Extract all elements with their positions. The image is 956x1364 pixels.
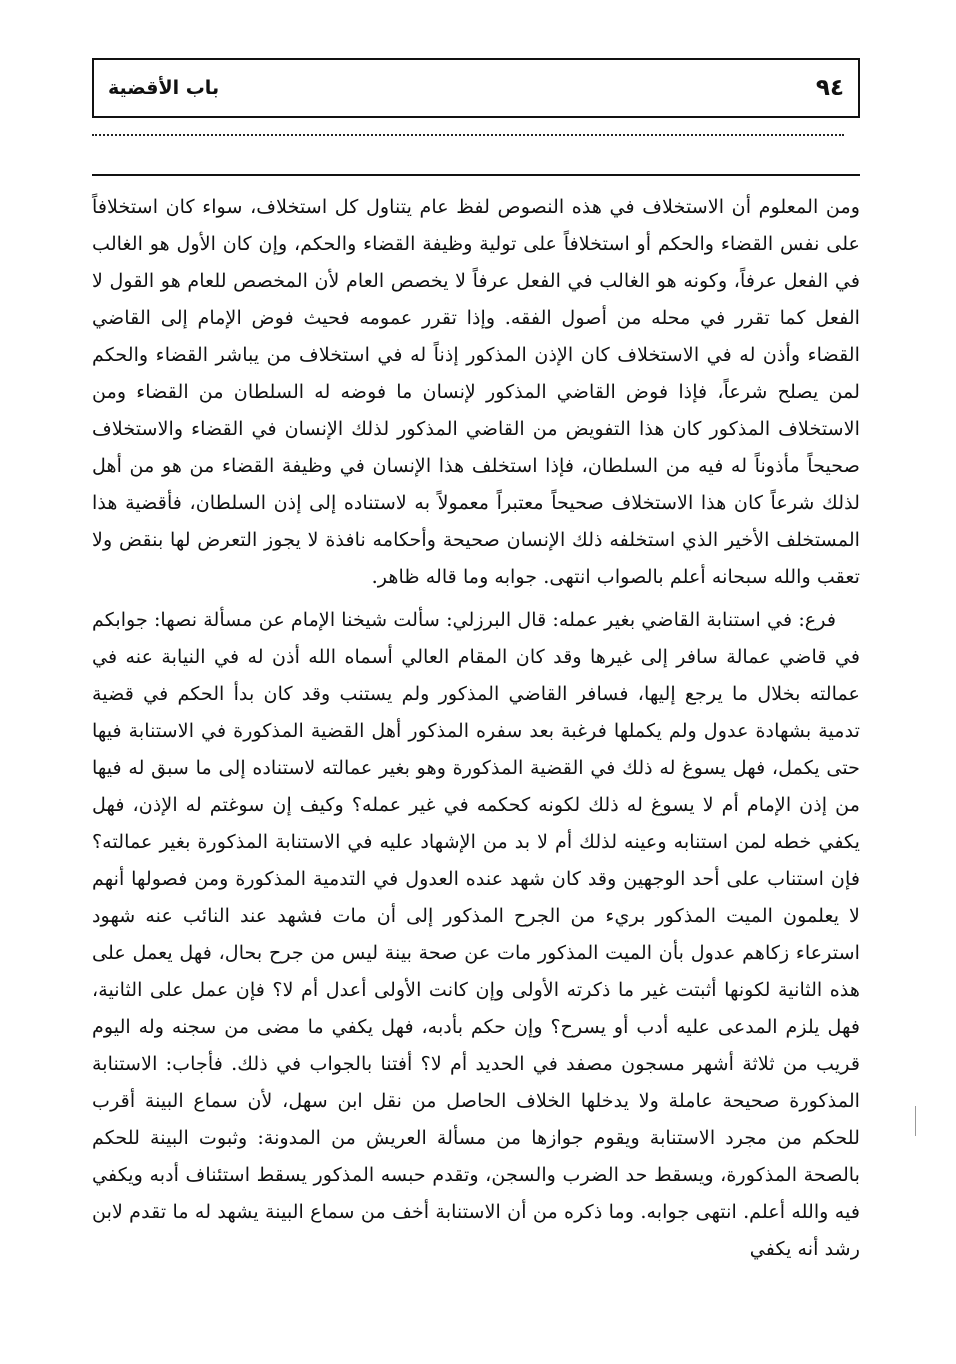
body-paragraph: ومن المعلوم أن الاستخلاف في هذه النصوص لفظ عام يتناول كل استخلاف، سواء كان استخلافاً على نفس القضاء والحكم أو استخلافاً على تولية وظيفة القضاء والحكم، وإن كان الأول هو الغالب في الفعل عرفاً، وكونه هو الغالب في الفعل عرفاً لا يخصص العام لأن المخصص للعام هو القول لا الفعل كما تقرر في محله من أصول الفقه. وإذا تقرر عمومه فحيث فوض الإمام إلى القاضي القضاء وأذن له في الاستخلاف كان الإذن المذكور إذناً له في استخلاف من يباشر القضاء والحكم لمن يصلح شرعاً، فإذا فوض القاضي المذكور لإنسان ما فوضه له السلطان من القضاء ومن الاستخلاف المذكور كان هذا التفويض من القاضي المذكور لذلك الإنسان في القضاء والاستخلاف صحيحاً مأذوناً له فيه من السلطان، فإذا استخلف هذا الإنسان في وظيفة القضاء من هو من أهل لذلك شرعاً كان هذا الاستخلاف صحيحاً معتبراً معمولاً به لاستناده إلى إذن السلطان، فأقضية هذا المستخلف الأخير الذي استخلفه ذلك الإنسان صحيحة وأحكامه نافذة لا يجوز التعرض لها بنقض ولا تعقب والله سبحانه أعلم بالصواب انتهى. جوابه وما قاله ظاهر.	[92, 195, 860, 588]
margin-mark	[915, 1106, 916, 1136]
dotted-separator	[92, 134, 844, 136]
page-body	[92, 188, 860, 1267]
page-number: ٩٤	[815, 75, 844, 101]
page-header	[92, 58, 860, 118]
body-paragraph: فرع: في استنابة القاضي بغير عمله: قال البرزلي: سألت شيخنا الإمام عن مسألة نصها: جوابكم في قاضي عمالة سافر إلى غيرها وقد كان المقام العالي أسماه الله أذن له في النيابة عنه في عمالته بخلال ما يرجع إليها، فسافر القاضي المذكور ولم يستنب وقد كان بدأ الحكم في قضية تدمية بشهادة عدول ولم يكملها فرغبة بعد سفره المذكور أهل القضية المذكورة في الاستنابة فيها حتى يكمل، فهل يسوغ له ذلك في القضية المذكورة وهو بغير عمالته لاستناده إلى ما سبق له فيها من إذن الإمام أم لا يسوغ له ذلك لكونه كحكمه في غير عمله؟ وكيف إن سوغتم له الإذن، فهل يكفي خطه لمن استنابه وعينه لذلك أم لا بد من الإشهاد عليه في الاستنابة المذكورة بغير عمالته؟ فإن استناب على أحد الوجهين وقد كان شهد عنده العدول في التدمية المذكورة ومن فصولها أنهم لا يعلمون الميت المذكور بريء من الجرح المذكور إلى أن مات فشهد عند النائب عنه شهود استرعاء زكاهم عدول بأن الميت المذكور مات عن صحة بينة ليس من جرح بحال، فهل يعمل على هذه الثانية لكونها أثبتت غير ما ذكرته الأولى وإن كانت الأولى أعدل أم لا؟ فإن عمل على الثانية، فهل يلزم المدعى عليه أدب أو يسرح؟ وإن حكم بأدبه، فهل يكفي ما مضى من سجنه وله اليوم قريب من ثلاثة أشهر مسجون مصفد في الحديد أم لا؟ أفتنا بالجواب في ذلك. فأجاب: الاستنابة المذكورة صحيحة عاملة ولا يدخلها الخلاف الحاصل من نقل ابن سهل، لأن سماع البينة أقرب للحكم من مجرد الاستنابة ويقوم جوازها من مسألة العريش من المدونة: وثبوت البينة للحكم بالصحة المذكورة، ويسقط حد الضرب والسجن، وتقدم حبسه المذكور يسقط استئناف أدبه ويكفي فيه والله أعلم. انتهى جوابه. وما ذكره من أن الاستنابة أخف من سماع البينة يشهد له ما تقدم لابن رشد أنه يكفي	[92, 608, 860, 1260]
header-rule	[92, 174, 860, 176]
chapter-title: باب الأقضية	[108, 77, 220, 99]
